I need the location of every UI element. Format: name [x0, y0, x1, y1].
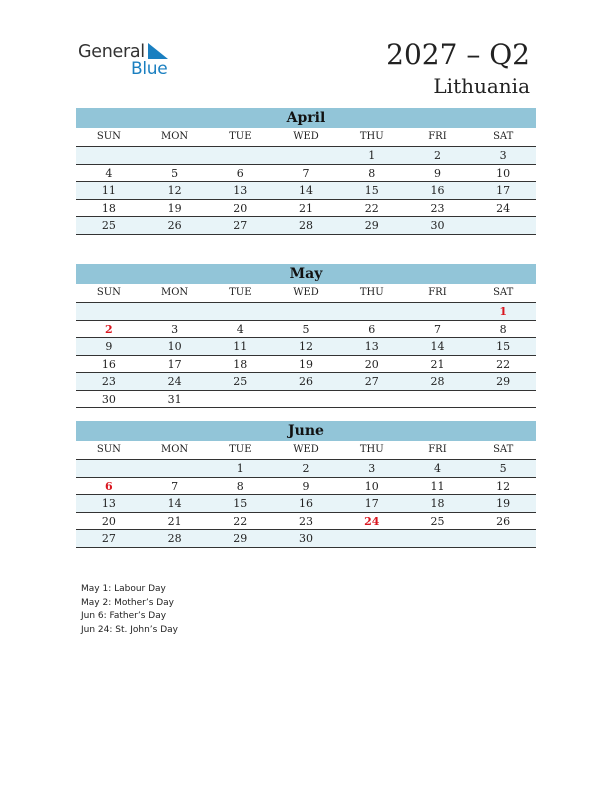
day-cell: 13 — [233, 184, 248, 197]
day-cell: 31 — [167, 392, 182, 406]
day-cell: 21 — [167, 514, 182, 528]
day-cell: 11 — [101, 184, 116, 197]
day-cell: 28 — [299, 219, 314, 232]
weekday-header-row — [76, 284, 536, 303]
day-cell: 8 — [368, 166, 376, 180]
week-row — [76, 530, 536, 548]
week-row — [76, 200, 536, 218]
day-cell — [207, 303, 273, 320]
day-cell: 14 — [167, 497, 182, 510]
day-cell: 29 — [364, 219, 379, 232]
week-row — [76, 478, 536, 496]
day-cell: 25 — [101, 219, 116, 232]
day-cell — [142, 303, 208, 320]
day-cell — [405, 530, 471, 547]
holiday-day-cell: 6 — [105, 479, 113, 493]
day-cell: 9 — [433, 166, 441, 180]
week-row — [76, 513, 536, 531]
day-cell: 27 — [364, 375, 379, 388]
day-cell: 10 — [167, 340, 182, 353]
weekday-label: TUE — [229, 444, 252, 455]
day-cell: 21 — [430, 357, 445, 371]
week-row — [76, 147, 536, 165]
day-cell — [470, 530, 536, 547]
day-cell: 9 — [105, 340, 113, 353]
logo-triangle-icon — [148, 43, 168, 59]
week-row — [76, 356, 536, 374]
weekday-label: TUE — [229, 287, 252, 298]
day-cell: 2 — [433, 149, 441, 162]
day-cell: 26 — [167, 219, 182, 232]
day-cell: 22 — [233, 514, 248, 528]
week-row — [76, 495, 536, 513]
day-cell: 4 — [105, 166, 113, 180]
day-cell — [339, 530, 405, 547]
day-cell — [142, 147, 208, 164]
day-cell — [207, 147, 273, 164]
day-cell: 1 — [236, 462, 244, 475]
weekday-label: SAT — [493, 444, 514, 455]
day-cell: 29 — [496, 375, 511, 388]
day-cell: 3 — [368, 462, 376, 475]
day-cell: 5 — [499, 462, 507, 475]
day-cell: 23 — [430, 201, 445, 215]
day-cell: 4 — [433, 462, 441, 475]
day-cell: 27 — [101, 532, 116, 545]
holiday-day-cell: 24 — [364, 514, 380, 528]
month-header: April — [76, 108, 536, 128]
day-cell: 7 — [302, 166, 310, 180]
day-cell: 30 — [101, 392, 116, 406]
quarter-title: 2027 – Q2 — [386, 38, 530, 71]
weekday-label: SAT — [493, 131, 514, 142]
day-cell: 5 — [171, 166, 179, 180]
day-cell: 3 — [499, 149, 507, 162]
day-cell: 11 — [430, 479, 445, 493]
holiday-entry: May 2: Mother’s Day — [81, 597, 175, 608]
day-cell: 18 — [430, 497, 445, 510]
day-cell: 18 — [101, 201, 116, 215]
day-cell — [470, 217, 536, 234]
weekday-label: SUN — [96, 131, 121, 142]
weekday-label: WED — [293, 131, 319, 142]
holiday-entry: Jun 24: St. John’s Day — [81, 624, 178, 635]
generalblue-logo — [78, 40, 178, 80]
day-cell — [273, 303, 339, 320]
day-cell: 15 — [364, 184, 379, 197]
month-may — [76, 264, 536, 408]
day-cell: 9 — [302, 479, 310, 493]
day-cell: 20 — [364, 357, 379, 371]
holiday-day-cell: 1 — [499, 305, 507, 318]
month-april — [76, 108, 536, 235]
weekday-label: MON — [160, 444, 189, 455]
weekday-label: TUE — [229, 131, 252, 142]
week-row — [76, 182, 536, 200]
country-name: Lithuania — [433, 74, 530, 98]
weekday-label: FRI — [428, 444, 447, 455]
day-cell: 15 — [496, 340, 511, 353]
day-cell: 24 — [496, 201, 511, 215]
weekday-label: SUN — [96, 287, 121, 298]
day-cell: 17 — [364, 497, 379, 510]
day-cell: 14 — [430, 340, 445, 353]
day-cell: 2 — [302, 462, 310, 475]
day-cell: 15 — [233, 497, 248, 510]
day-cell: 16 — [430, 184, 445, 197]
day-cell: 19 — [496, 497, 511, 510]
day-cell: 21 — [299, 201, 314, 215]
logo-blue-text: Blue — [131, 59, 168, 79]
day-cell — [207, 391, 273, 408]
day-cell: 16 — [101, 357, 116, 371]
weekday-label: WED — [293, 287, 319, 298]
weekday-label: SAT — [493, 287, 514, 298]
holiday-list — [81, 583, 178, 637]
day-cell: 3 — [171, 322, 179, 336]
day-cell — [142, 460, 208, 477]
day-cell: 29 — [233, 532, 248, 545]
day-cell: 6 — [368, 322, 376, 336]
day-cell: 14 — [299, 184, 314, 197]
day-cell: 19 — [167, 201, 182, 215]
day-cell: 20 — [101, 514, 116, 528]
weekday-label: THU — [359, 131, 384, 142]
day-cell: 10 — [364, 479, 379, 493]
month-june — [76, 421, 536, 548]
day-cell: 26 — [496, 514, 511, 528]
weekday-header-row — [76, 441, 536, 460]
week-row — [76, 165, 536, 183]
day-cell: 1 — [368, 149, 376, 162]
weekday-label: FRI — [428, 131, 447, 142]
day-cell — [76, 147, 142, 164]
week-row — [76, 460, 536, 478]
day-cell: 25 — [430, 514, 445, 528]
weekday-label: MON — [160, 131, 189, 142]
day-cell — [273, 391, 339, 408]
day-cell — [339, 391, 405, 408]
day-cell: 12 — [167, 184, 182, 197]
day-cell: 7 — [433, 322, 441, 336]
day-cell: 13 — [364, 340, 379, 353]
day-cell: 7 — [171, 479, 179, 493]
week-row — [76, 338, 536, 356]
week-row — [76, 373, 536, 391]
day-cell: 13 — [101, 497, 116, 510]
day-cell: 23 — [101, 375, 116, 388]
day-cell: 11 — [233, 340, 248, 353]
day-cell: 8 — [499, 322, 507, 336]
day-cell: 8 — [236, 479, 244, 493]
day-cell — [470, 391, 536, 408]
day-cell: 12 — [496, 479, 511, 493]
logo-general-text: General — [78, 42, 145, 62]
day-cell — [405, 303, 471, 320]
weekday-label: FRI — [428, 287, 447, 298]
day-cell: 16 — [299, 497, 314, 510]
day-cell: 12 — [299, 340, 314, 353]
weekday-label: SUN — [96, 444, 121, 455]
holiday-entry: Jun 6: Father’s Day — [81, 611, 167, 621]
day-cell: 17 — [496, 184, 511, 197]
day-cell: 26 — [299, 375, 314, 388]
week-row — [76, 321, 536, 339]
month-header: May — [76, 264, 536, 284]
day-cell: 24 — [167, 375, 182, 388]
day-cell — [76, 460, 142, 477]
day-cell: 6 — [236, 166, 244, 180]
day-cell — [273, 147, 339, 164]
weekday-label: THU — [359, 444, 384, 455]
day-cell: 20 — [233, 201, 248, 215]
week-row — [76, 303, 536, 321]
week-row — [76, 391, 536, 409]
day-cell — [76, 303, 142, 320]
day-cell: 19 — [299, 357, 314, 371]
day-cell: 4 — [236, 322, 244, 336]
weekday-label: WED — [293, 444, 319, 455]
day-cell: 10 — [496, 166, 511, 180]
day-cell: 30 — [430, 219, 445, 232]
weekday-label: MON — [160, 287, 189, 298]
weekday-header-row — [76, 128, 536, 147]
day-cell: 18 — [233, 357, 248, 371]
day-cell: 22 — [496, 357, 511, 371]
day-cell: 28 — [430, 375, 445, 388]
month-header: June — [76, 421, 536, 441]
weekday-label: THU — [359, 287, 384, 298]
day-cell — [339, 303, 405, 320]
holiday-entry: May 1: Labour Day — [81, 584, 166, 594]
day-cell: 25 — [233, 375, 248, 388]
day-cell: 17 — [167, 357, 182, 371]
day-cell: 30 — [299, 532, 314, 545]
holiday-day-cell: 2 — [105, 322, 113, 336]
day-cell: 5 — [302, 322, 310, 336]
day-cell — [405, 391, 471, 408]
day-cell: 28 — [167, 532, 182, 545]
day-cell: 22 — [364, 201, 379, 215]
day-cell: 27 — [233, 219, 248, 232]
day-cell: 23 — [299, 514, 314, 528]
week-row — [76, 217, 536, 235]
